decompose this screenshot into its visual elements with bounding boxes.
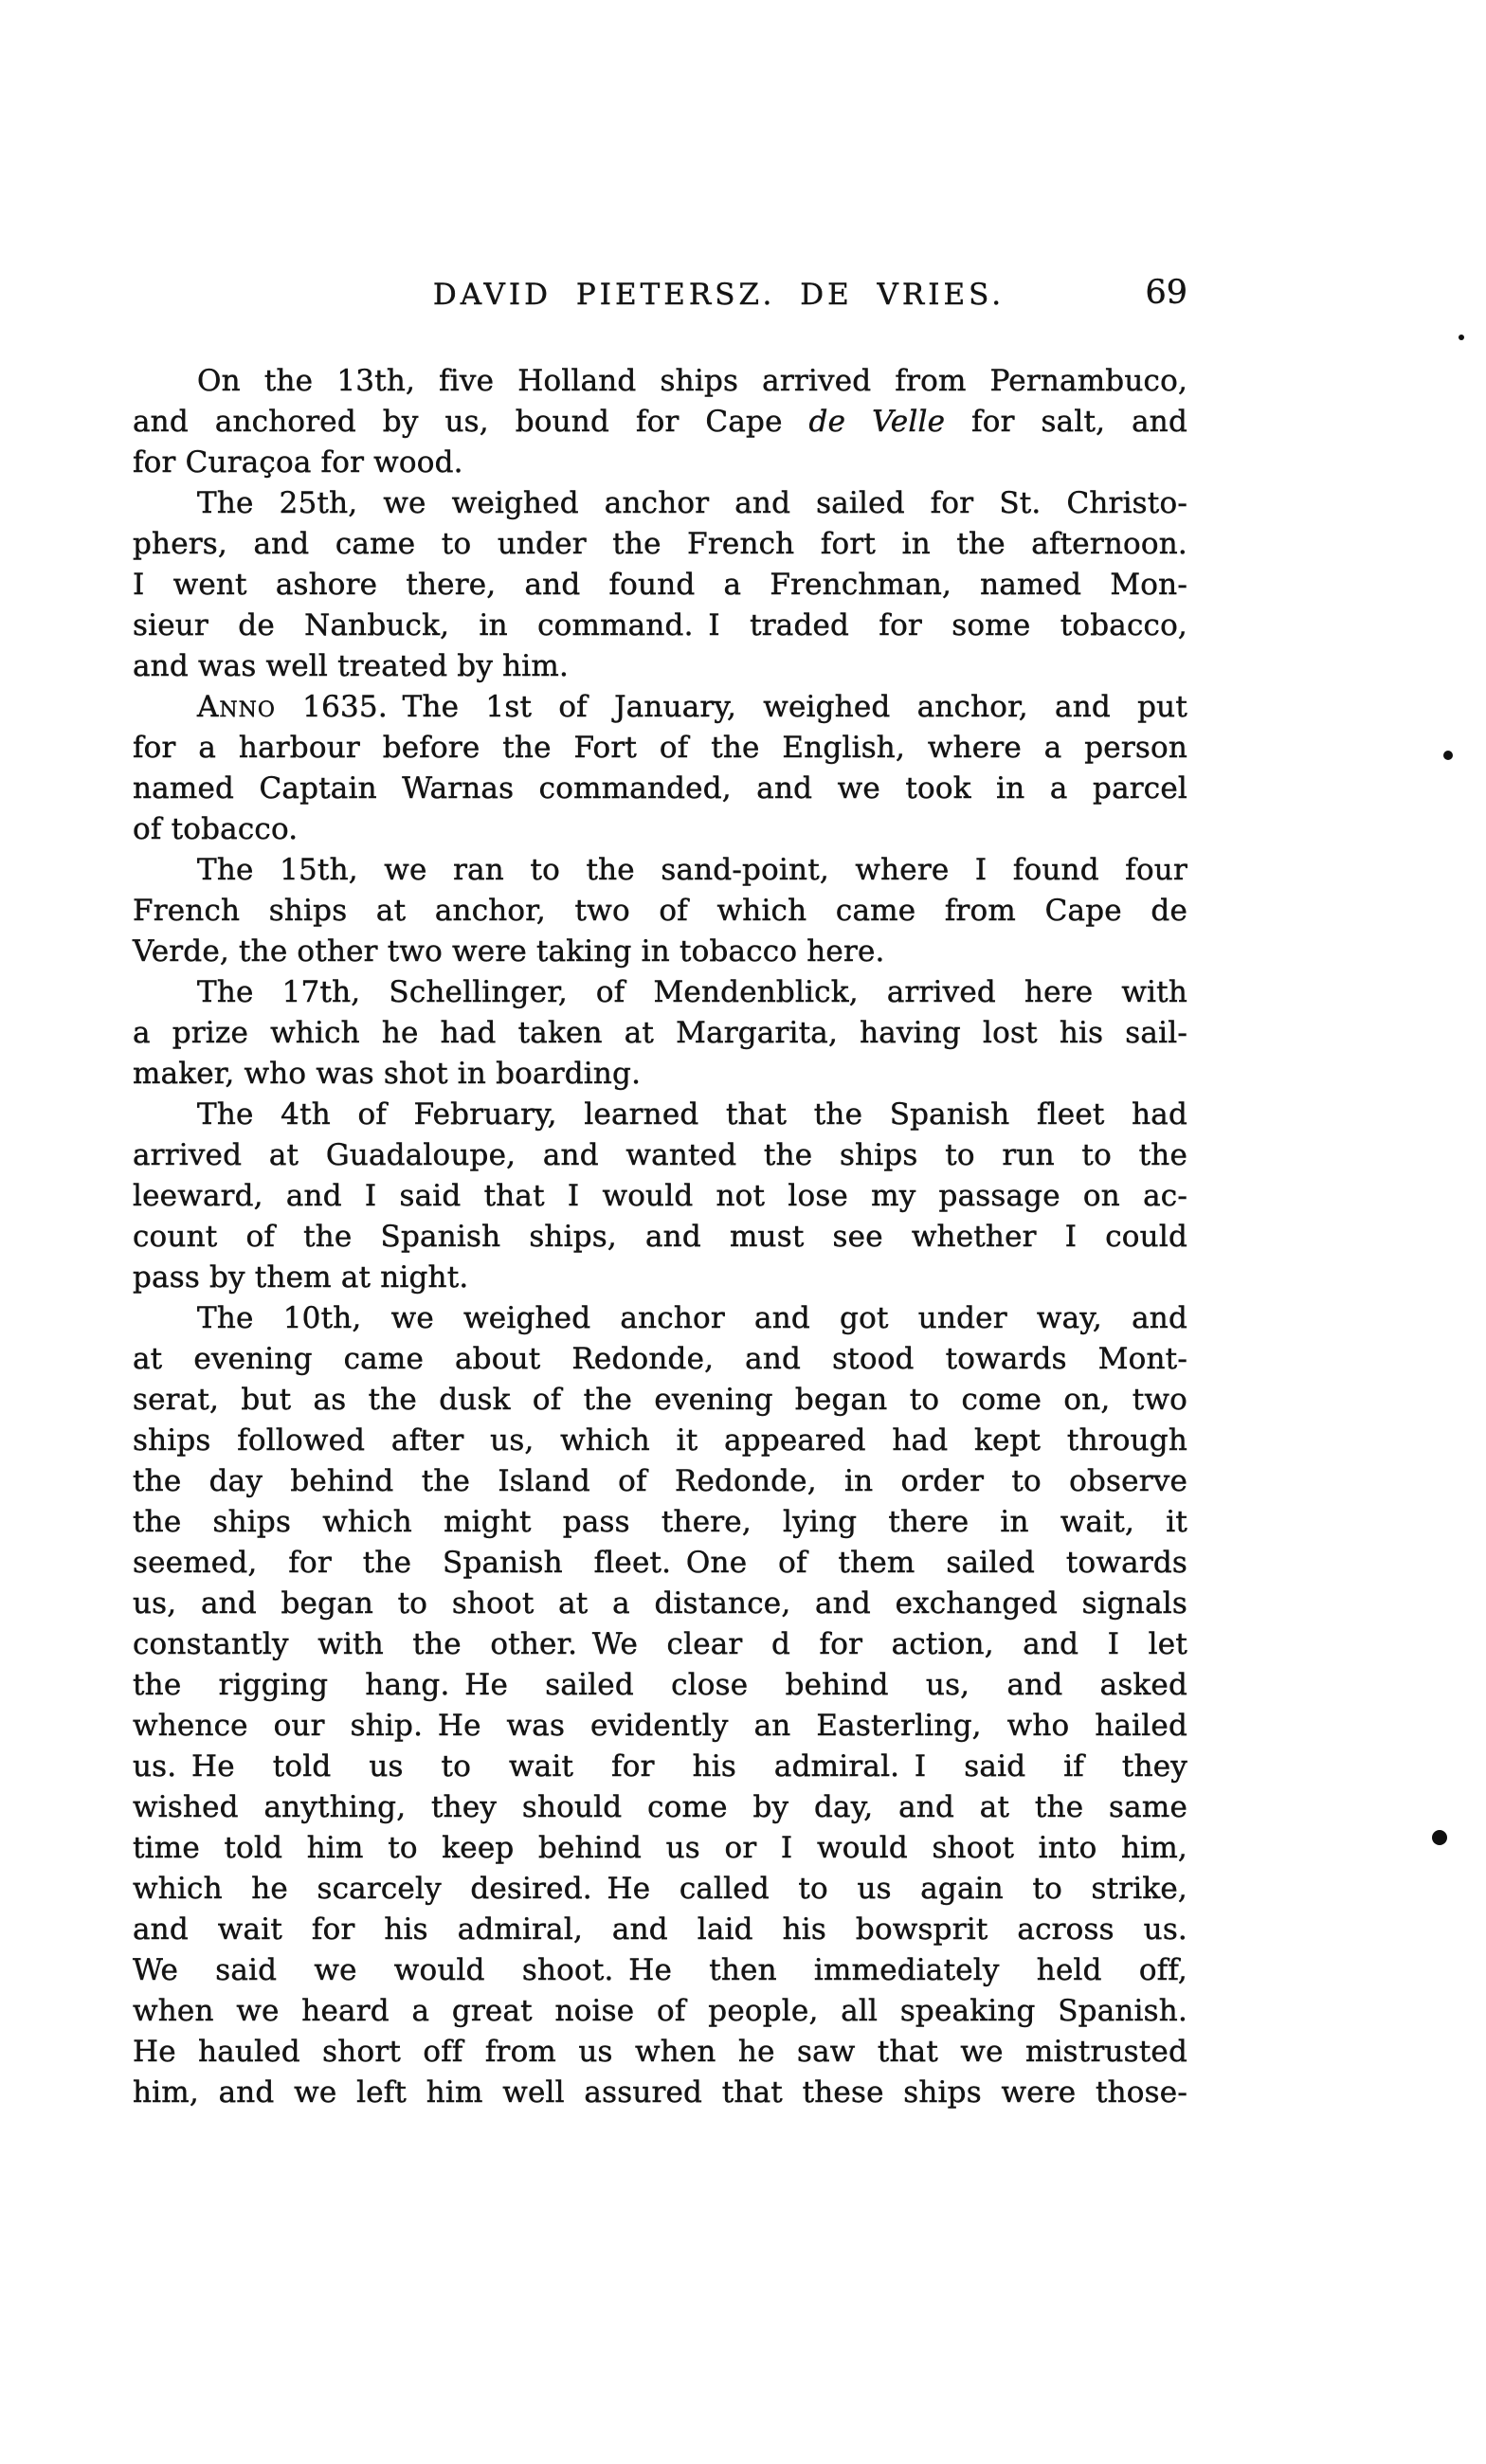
text-segment: count of the Spanish ships, and must see whether I could [133,1220,1187,1254]
text-segment: leeward, and I said that I would not lose my passage on ac- [133,1179,1187,1213]
text-line [133,1665,1187,1706]
text-line [133,687,1187,728]
text-segment: The 15th, we ran to the sand-point, where I found four [197,853,1187,887]
text-segment: arrived at Guadaloupe, and wanted the ships to run to the [133,1138,1187,1172]
text-segment: The 25th, we weighed anchor and sailed for St. Christo- [197,486,1187,520]
text-line [133,932,1187,972]
text-segment: the day behind the Island of Redonde, in order to observe [133,1464,1187,1498]
text-segment: 1635. The 1st of January, weighed anchor, and put [275,690,1187,724]
text-segment: named Captain Warnas commanded, and we took in a parcel [133,771,1187,806]
text-segment: The 17th, Schellinger, of Mendenblick, arrived here with [197,975,1187,1009]
text-line [133,1624,1187,1665]
text-line [133,1054,1187,1095]
text-line [133,809,1187,850]
text-segment: The 4th of February, learned that the Spanish fleet had [197,1097,1187,1132]
text-line [133,1013,1187,1054]
text-line [133,1095,1187,1135]
text-line [133,972,1187,1013]
text-line [133,483,1187,524]
ink-speck [1459,335,1464,340]
running-title: DAVID PIETERSZ. DE VRIES. [432,278,1006,312]
text-segment: the rigging hang. He sailed close behind us, and asked [133,1668,1187,1702]
text-line [133,1461,1187,1502]
text-segment: him, and we left him well assured that these ships were those- [133,2075,1187,2110]
text-line [133,1217,1187,1258]
text-segment: us. He told us to wait for his admiral. I said if they [133,1749,1187,1784]
text-line [133,728,1187,769]
small-caps-text: Anno [197,690,276,724]
text-line [133,850,1187,891]
text-segment: the ships which might pass there, lying there in wait, it [133,1505,1187,1539]
text-line [133,1176,1187,1217]
text-segment: I went ashore there, and found a Frenchman, named Mon- [133,568,1187,602]
text-segment: whence our ship. He was evidently an Easterling, who hailed [133,1709,1187,1743]
page-number: 69 [1145,274,1187,312]
text-segment: seemed, for the Spanish fleet. One of them sailed towards [133,1546,1187,1580]
text-line [133,1950,1187,1991]
text-segment: and was well treated by him. [133,649,570,683]
text-line [133,891,1187,932]
text-segment: when we heard a great noise of people, all speaking Spanish. [133,1994,1187,2028]
text-segment: a prize which he had taken at Margarita, having lost his sail- [133,1016,1187,1050]
text-line [133,1135,1187,1176]
text-segment: of tobacco. [133,812,299,846]
text-segment: pass by them at night. [133,1260,469,1295]
text-segment: On the 13th, five Holland ships arrived from Pernambuco, [197,364,1187,398]
text-line [133,646,1187,687]
text-line [133,1380,1187,1421]
text-segment: The 10th, we weighed anchor and got under way, and [197,1301,1187,1335]
text-line [133,361,1187,402]
text-segment: time told him to keep behind us or I would shoot into him, [133,1831,1187,1865]
text-line [133,1706,1187,1747]
text-line [133,2032,1187,2073]
text-segment: He hauled short off from us when he saw that we mistrusted [133,2035,1187,2069]
text-segment: serat, but as the dusk of the evening began to come on, two [133,1383,1187,1417]
text-segment: us, and began to shoot at a distance, and exchanged signals [133,1586,1187,1621]
text-segment: constantly with the other. We clear d for action, and I let [133,1627,1187,1661]
text-block [133,361,1187,2113]
text-line [133,1502,1187,1543]
text-segment: for Curaçoa for wood. [133,445,463,480]
italic-text: de Velle [808,405,946,439]
text-line [133,606,1187,646]
text-segment: French ships at anchor, two of which came from Cape de [133,894,1187,928]
text-segment: and anchored by us, bound for Cape [133,405,809,439]
text-line [133,1828,1187,1869]
text-segment: and wait for his admiral, and laid his bowsprit across us. [133,1912,1187,1947]
text-line [133,1991,1187,2032]
text-line [133,1298,1187,1339]
text-segment: We said we would shoot. He then immediately held off, [133,1953,1187,1987]
text-line [133,1584,1187,1624]
text-line [133,769,1187,809]
text-segment: maker, who was shot in boarding. [133,1057,642,1091]
text-line [133,1869,1187,1910]
text-line [133,565,1187,606]
ink-speck [1443,751,1453,760]
text-segment: wished anything, they should come by day, and at the same [133,1790,1187,1824]
text-segment: sieur de Nanbuck, in command. I traded for some tobacco, [133,608,1187,643]
ink-speck [1432,1830,1447,1845]
text-line [133,1747,1187,1787]
text-line [133,1910,1187,1950]
text-segment: Verde, the other two were taking in tobacco here. [133,934,885,969]
text-line [133,1543,1187,1584]
text-segment: ships followed after us, which it appeared had kept through [133,1423,1187,1458]
text-line [133,524,1187,565]
text-segment: for a harbour before the Fort of the English, where a person [133,731,1187,765]
text-line [133,1787,1187,1828]
text-segment: for salt, and [945,405,1187,439]
text-segment: phers, and came to under the French fort in the afternoon. [133,527,1187,561]
text-line [133,1421,1187,1461]
text-line [133,443,1187,483]
text-line [133,2073,1187,2113]
text-line [133,1258,1187,1298]
text-line [133,1339,1187,1380]
text-line [133,402,1187,443]
text-segment: which he scarcely desired. He called to us again to strike, [133,1872,1187,1906]
text-segment: at evening came about Redonde, and stood towards Mont- [133,1342,1187,1376]
page-header [133,274,1187,319]
